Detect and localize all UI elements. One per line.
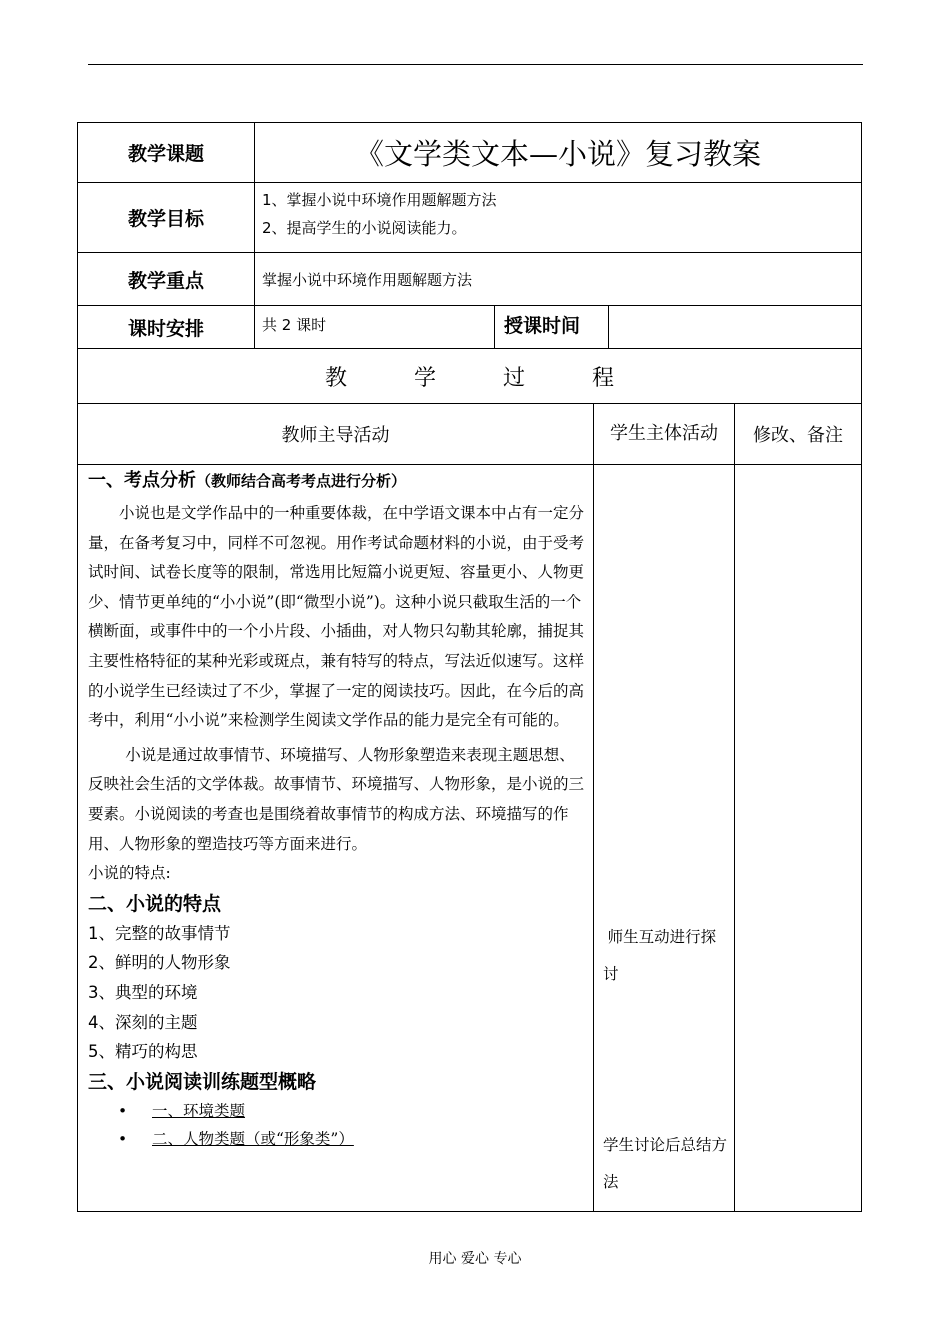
bullet-link[interactable]: 二、人物类题（或“形象类”） (152, 1129, 354, 1148)
bullet-item (88, 1097, 585, 1125)
teacher-activity (88, 467, 585, 1153)
goal-label: 教学目标 (127, 208, 204, 230)
student-note-discussion: 师生互动进行探讨 (603, 928, 717, 983)
paragraph-analysis: 小说也是文学作品中的一种重要体裁，在中学语文课本中占有一定分量，在备考复习中，同样不可忽视。用作考试命题材料的小说，由于受考试时间、试卷长度等的限制，常选用比短篇小说更短、容量更小、人物更少、情节更单纯的“小小说”(即“微型小说”)。这种小说只截取生活的一个横断面，或事件中的一个小片段、小插曲，对人物只勾勒其轮廓，捕捉其主要性格特征的某种光彩或斑点，兼有特写的特点，写法近似速写。这样的小说学生已经读过了不少，掌握了一定的阅读技巧。因此，在今后的高考中，利用“小小说”来检测学生阅读文学作品的能力是完全有可能的。 (88, 504, 585, 730)
feature-item: 3、典型的环境 (88, 982, 198, 1002)
focus-label: 教学重点 (127, 269, 204, 292)
section-features-heading: 二、小说的特点 (88, 892, 222, 915)
focus-value: 掌握小说中环境作用题解题方法 (262, 270, 473, 289)
col-teacher-header: 教师主导活动 (281, 425, 390, 446)
col-student-header: 学生主体活动 (610, 423, 718, 444)
feature-item: 2、鲜明的人物形象 (88, 953, 231, 973)
schedule-value: 共 2 课时 (262, 316, 327, 334)
bullet-link[interactable]: 一、环境类题 (152, 1101, 246, 1120)
col-notes-header: 修改、备注 (753, 425, 843, 446)
bullet-item (88, 1125, 585, 1153)
lesson-title: 《文学类文本—小说》复习教案 (354, 137, 761, 171)
section-types-heading: 三、小说阅读训练题型概略 (88, 1070, 317, 1093)
process-title: 教 学 过 程 (325, 365, 644, 391)
class-time-label: 授课时间 (504, 315, 581, 337)
section-analysis-heading: 一、考点分析（教师结合高考考点进行分析） (88, 470, 407, 491)
goal-item: 1、掌握小说中环境作用题解题方法 (262, 191, 497, 209)
topic-label: 教学课题 (127, 143, 204, 165)
bullet-dot-icon: • (118, 1129, 128, 1148)
goals-list (262, 186, 497, 242)
feature-item: 5、精巧的构思 (88, 1042, 198, 1062)
paragraph-elements: 小说是通过故事情节、环境描写、人物形象塑造来表现主题思想、反映社会生活的文学体裁。故事情节、环境描写、人物形象，是小说的三要素。小说阅读的考查也是围绕着故事情节的构成方法、环境描写的作用、人物形象的塑造技巧等方面来进行。 (88, 745, 585, 853)
goal-item: 2、提高学生的小说阅读能力。 (262, 219, 467, 237)
features-intro: 小说的特点: (88, 864, 171, 883)
feature-item: 1、完整的故事情节 (88, 923, 231, 943)
page-footer: 用心 爱心 专心 (428, 1251, 522, 1267)
header-rule (88, 64, 863, 65)
student-note-summary: 学生讨论后总结方法 (603, 1136, 728, 1191)
feature-item: 4、深刻的主题 (88, 1012, 198, 1032)
schedule-label: 课时安排 (127, 317, 204, 340)
bullet-dot-icon: • (118, 1101, 128, 1120)
